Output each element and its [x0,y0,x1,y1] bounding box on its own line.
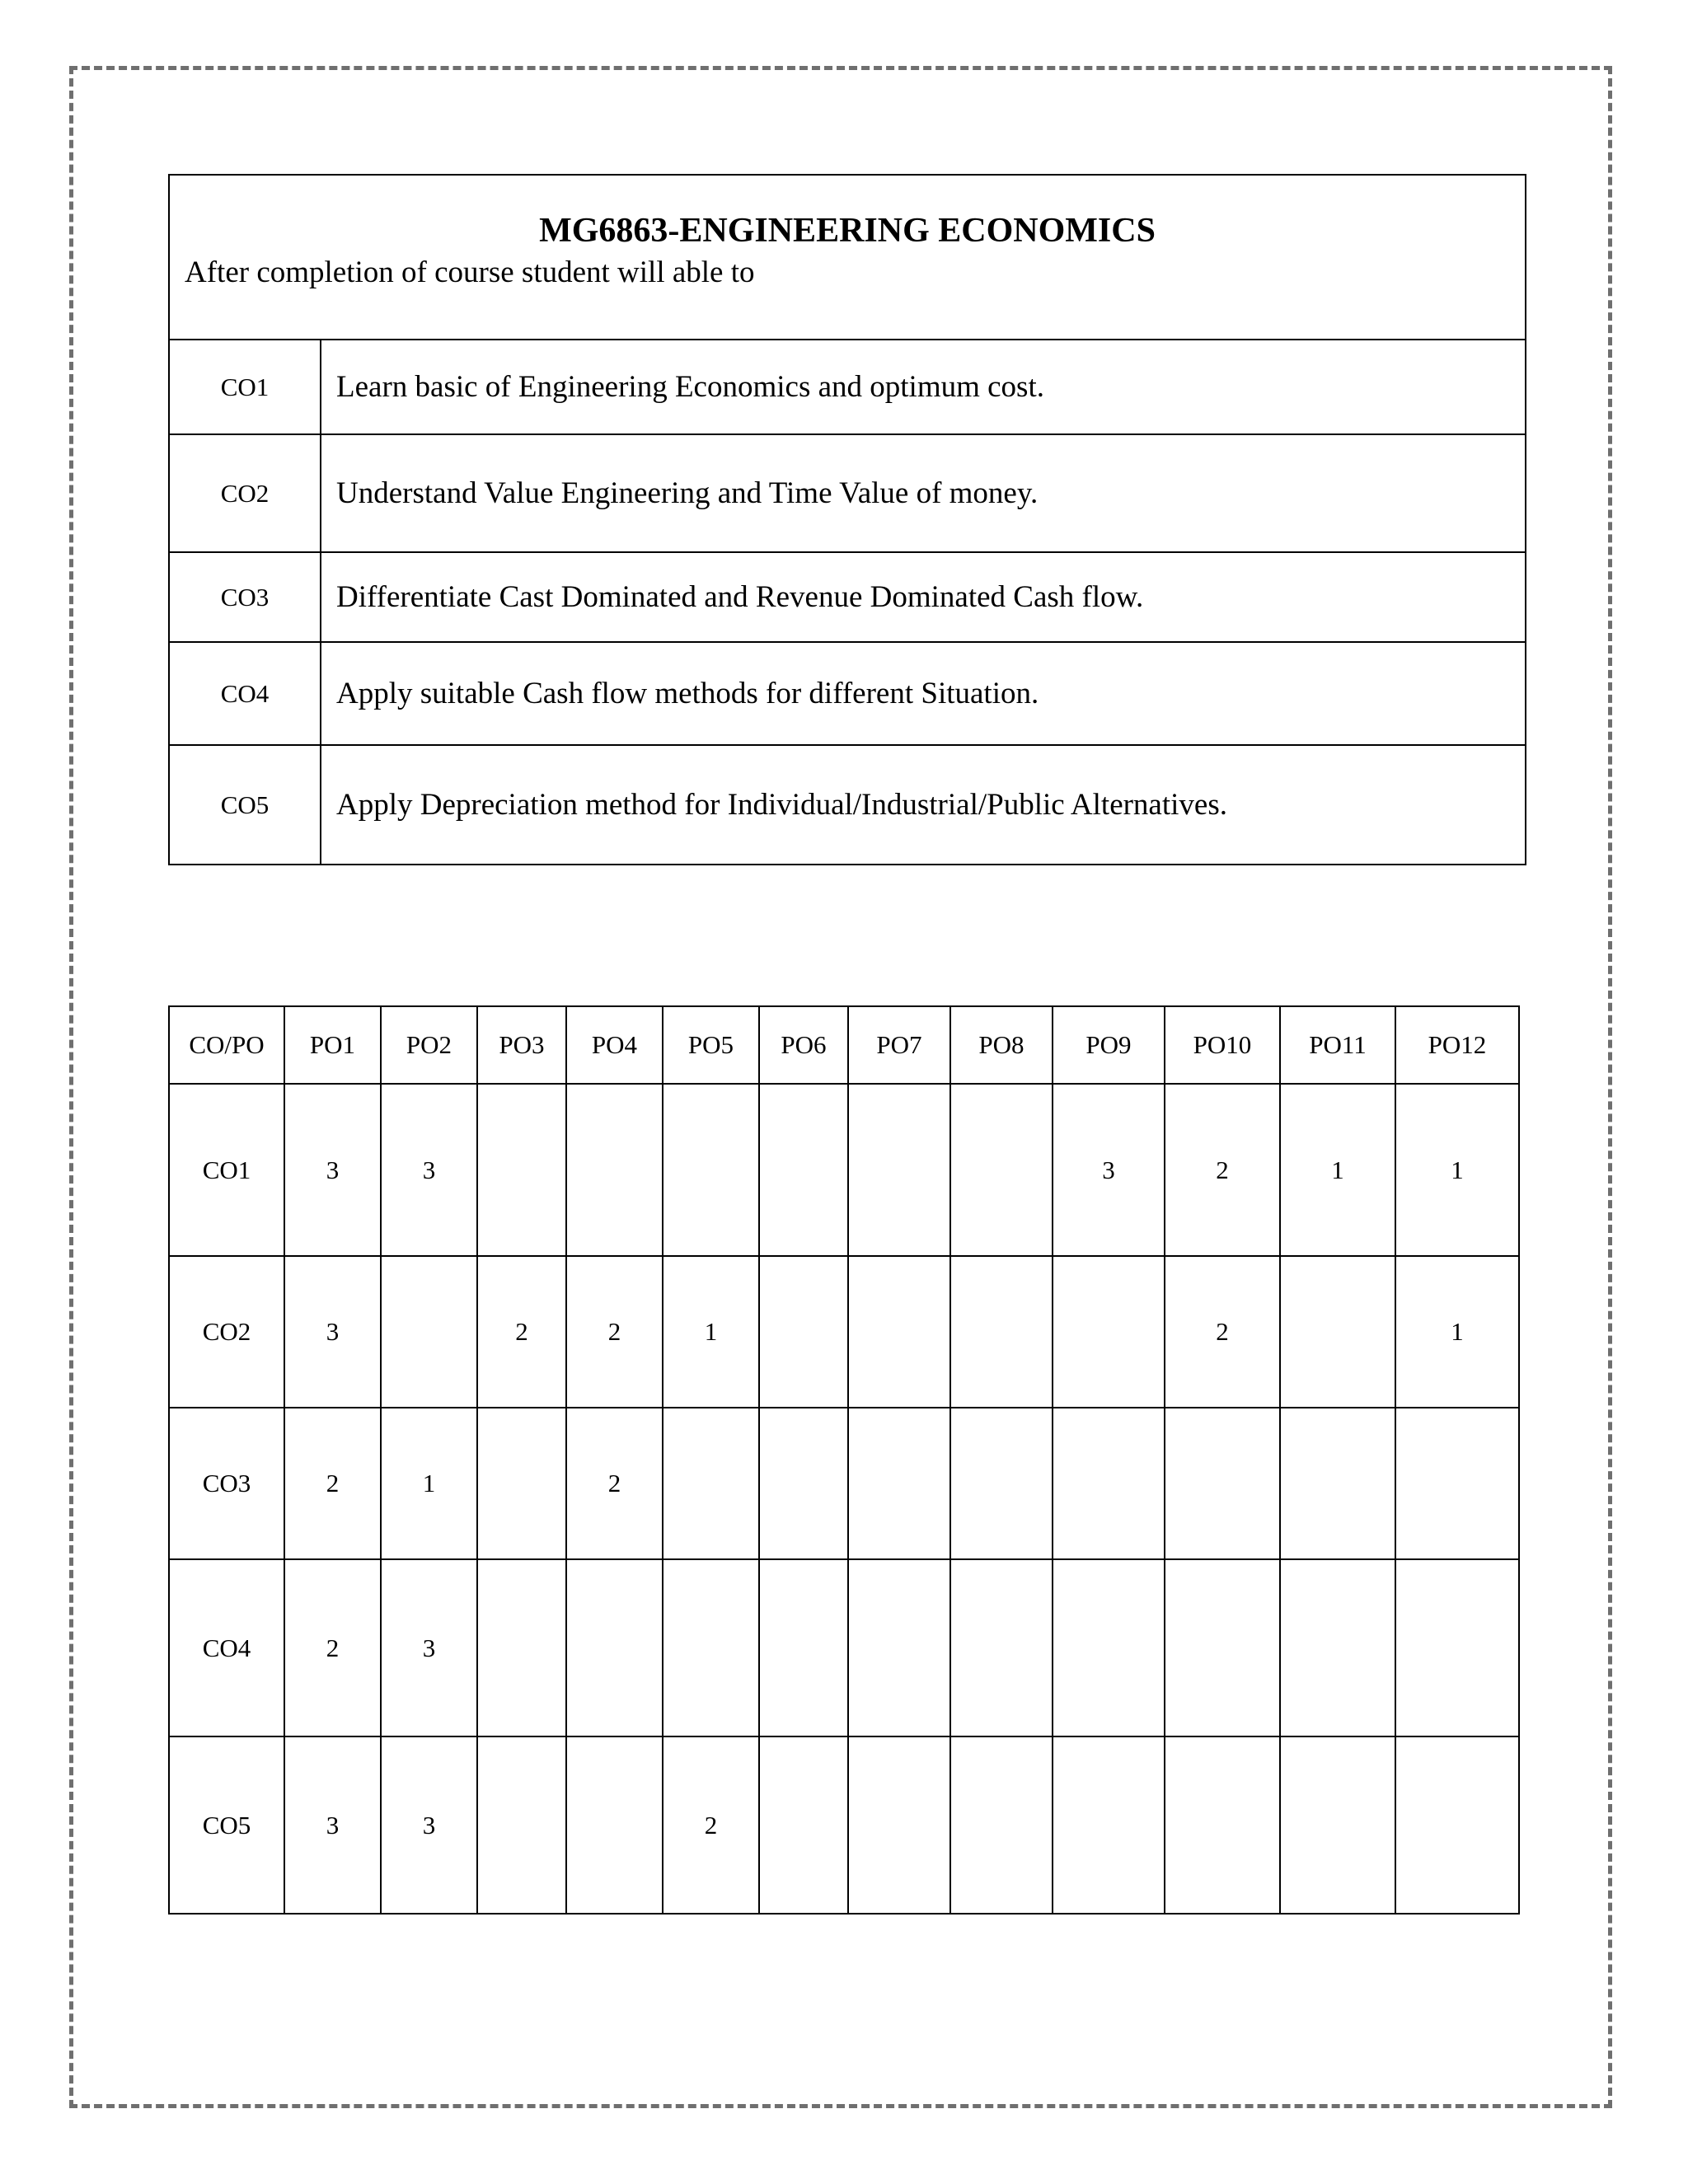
mapping-cell: 3 [381,1559,477,1736]
mapping-cell [566,1736,663,1914]
course-outcomes-table [168,174,1526,865]
mapping-row [169,1256,1519,1408]
header-cell: PO11 [1280,1006,1395,1084]
mapping-cell [1053,1256,1165,1408]
mapping-cell [1165,1736,1280,1914]
mapping-cell: 1 [1395,1084,1519,1256]
mapping-cell: 3 [284,1256,381,1408]
mapping-cell [1395,1408,1519,1559]
row-label: CO4 [169,1559,284,1736]
outcome-row [169,340,1526,434]
mapping-cell [848,1559,950,1736]
co-po-mapping-table [168,1005,1520,1915]
header-cell: PO10 [1165,1006,1280,1084]
mapping-cell: 2 [477,1256,566,1408]
mapping-cell [759,1084,848,1256]
outcome-row [169,642,1526,745]
outcome-text: Apply suitable Cash flow methods for different Situation. [321,642,1526,745]
mapping-cell [1395,1559,1519,1736]
header-cell: PO12 [1395,1006,1519,1084]
mapping-cell [848,1084,950,1256]
mapping-cell [663,1408,759,1559]
mapping-cell: 2 [566,1256,663,1408]
mapping-cell [950,1408,1053,1559]
mapping-cell: 1 [1395,1256,1519,1408]
outcome-row [169,552,1526,642]
mapping-cell: 1 [663,1256,759,1408]
mapping-cell [759,1256,848,1408]
mapping-row [169,1559,1519,1736]
course-title: MG6863-ENGINEERING ECONOMICS [539,212,1156,250]
mapping-row [169,1736,1519,1914]
outcome-code: CO1 [169,340,321,434]
header-cell: PO6 [759,1006,848,1084]
mapping-header-row [169,1006,1519,1084]
course-header [169,175,1526,340]
mapping-cell: 2 [566,1408,663,1559]
mapping-cell [1053,1559,1165,1736]
mapping-cell [1053,1408,1165,1559]
mapping-cell [381,1256,477,1408]
outcome-row [169,745,1526,865]
mapping-cell [950,1084,1053,1256]
outcome-row [169,434,1526,552]
mapping-cell [663,1084,759,1256]
mapping-cell: 2 [284,1559,381,1736]
mapping-cell [1280,1736,1395,1914]
mapping-cell: 3 [381,1084,477,1256]
header-cell: PO2 [381,1006,477,1084]
mapping-cell: 1 [381,1408,477,1559]
mapping-cell [759,1408,848,1559]
mapping-cell [950,1256,1053,1408]
mapping-cell [663,1559,759,1736]
mapping-cell [1165,1559,1280,1736]
mapping-cell [1053,1736,1165,1914]
mapping-cell: 2 [663,1736,759,1914]
header-cell: PO1 [284,1006,381,1084]
header-cell: PO5 [663,1006,759,1084]
mapping-row [169,1084,1519,1256]
mapping-cell [1280,1256,1395,1408]
outcome-code: CO5 [169,745,321,865]
mapping-cell [1280,1559,1395,1736]
mapping-cell [848,1736,950,1914]
mapping-cell: 3 [1053,1084,1165,1256]
row-label: CO3 [169,1408,284,1559]
mapping-row [169,1408,1519,1559]
mapping-cell [566,1559,663,1736]
row-label: CO2 [169,1256,284,1408]
mapping-cell [950,1559,1053,1736]
header-cell: PO7 [848,1006,950,1084]
mapping-cell: 2 [284,1408,381,1559]
mapping-cell [759,1559,848,1736]
row-label: CO5 [169,1736,284,1914]
mapping-cell: 2 [1165,1256,1280,1408]
header-cell: PO4 [566,1006,663,1084]
mapping-cell [477,1736,566,1914]
header-cell: PO9 [1053,1006,1165,1084]
outcome-text: Apply Depreciation method for Individual/Industrial/Public Alternatives. [321,745,1526,865]
outcome-code: CO4 [169,642,321,745]
header-cell: CO/PO [169,1006,284,1084]
mapping-cell: 1 [1280,1084,1395,1256]
mapping-cell [1280,1408,1395,1559]
mapping-cell: 3 [284,1084,381,1256]
course-intro: After completion of course student will able to [185,255,755,290]
mapping-cell [477,1559,566,1736]
mapping-cell [848,1256,950,1408]
outcome-code: CO2 [169,434,321,552]
mapping-cell [848,1408,950,1559]
outcome-code: CO3 [169,552,321,642]
mapping-cell: 3 [381,1736,477,1914]
mapping-cell [566,1084,663,1256]
outcome-text: Understand Value Engineering and Time Value of money. [321,434,1526,552]
mapping-cell: 2 [1165,1084,1280,1256]
mapping-cell [950,1736,1053,1914]
mapping-cell [1395,1736,1519,1914]
header-cell: PO8 [950,1006,1053,1084]
mapping-cell [477,1408,566,1559]
header-cell: PO3 [477,1006,566,1084]
mapping-cell [759,1736,848,1914]
row-label: CO1 [169,1084,284,1256]
mapping-cell [1165,1408,1280,1559]
outcome-text: Differentiate Cast Dominated and Revenue Dominated Cash flow. [321,552,1526,642]
outcome-text: Learn basic of Engineering Economics and optimum cost. [321,340,1526,434]
mapping-cell [477,1084,566,1256]
mapping-cell: 3 [284,1736,381,1914]
